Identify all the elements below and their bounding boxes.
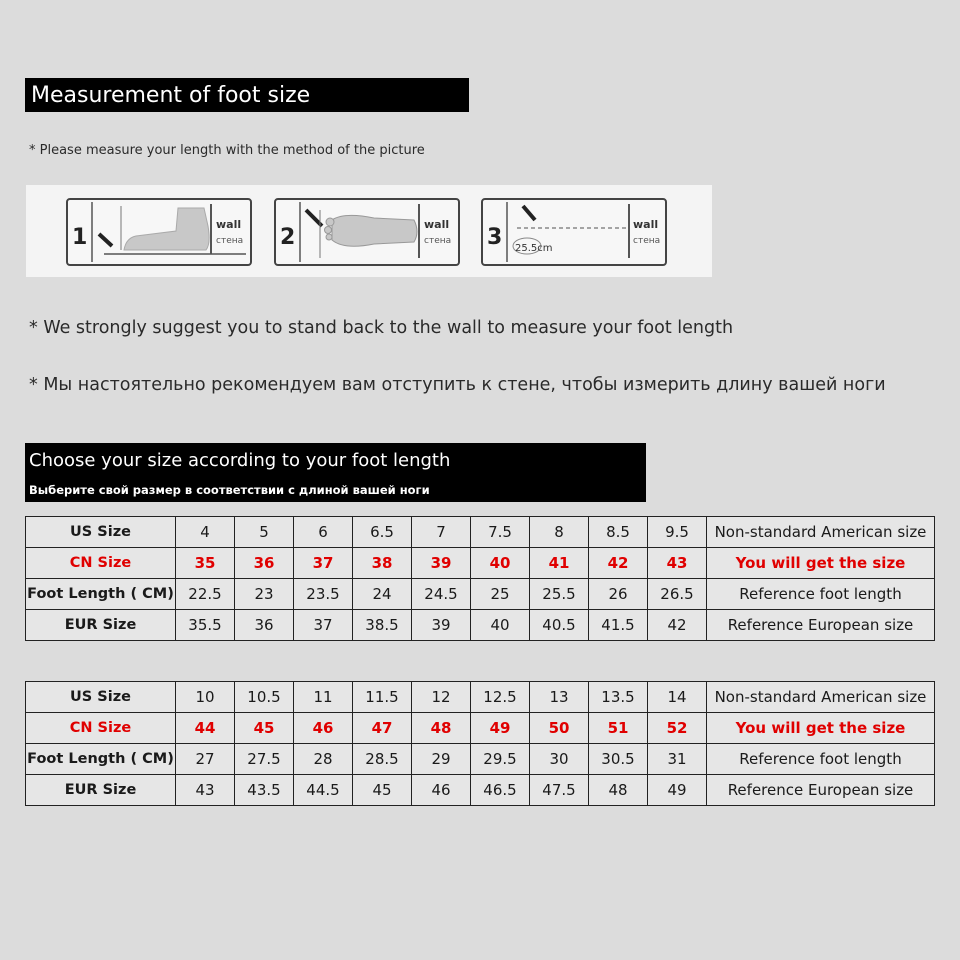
wall-suggestion-ru: * Мы настоятельно рекомендуем вам отступить к стене, чтобы измерить длину вашей ноги xyxy=(29,375,886,395)
size-cell: 12.5 xyxy=(471,682,530,713)
us-size-row xyxy=(26,682,935,713)
size-cell: 45 xyxy=(235,713,294,744)
size-cell: 4 xyxy=(176,517,235,548)
size-cell: 24.5 xyxy=(412,579,471,610)
size-cell: 7.5 xyxy=(471,517,530,548)
size-cell: 26 xyxy=(589,579,648,610)
size-cell: 38.5 xyxy=(353,610,412,641)
size-cell: 29 xyxy=(412,744,471,775)
size-cell: 6 xyxy=(294,517,353,548)
row-note: Reference European size xyxy=(707,610,935,641)
wall-label: wall xyxy=(216,218,242,231)
size-cell: 51 xyxy=(589,713,648,744)
measure-label: 25.5cm xyxy=(515,243,553,254)
size-cell: 25 xyxy=(471,579,530,610)
size-table-1 xyxy=(25,516,935,641)
measure-instruction: * Please measure your length with the method of the picture xyxy=(29,143,425,158)
us-size-row xyxy=(26,517,935,548)
size-cell: 8.5 xyxy=(589,517,648,548)
size-cell: 48 xyxy=(589,775,648,806)
choose-size-title-en: Choose your size according to your foot length xyxy=(29,450,451,471)
row-label: US Size xyxy=(26,682,176,713)
step-1-illustration xyxy=(66,198,252,266)
wall-label-ru: стена xyxy=(216,236,244,246)
size-cell: 28 xyxy=(294,744,353,775)
size-cell: 49 xyxy=(648,775,707,806)
row-label: CN Size xyxy=(26,713,176,744)
step-number: 1 xyxy=(72,225,88,250)
size-cell: 23.5 xyxy=(294,579,353,610)
size-cell: 11.5 xyxy=(353,682,412,713)
step-number: 3 xyxy=(487,225,503,250)
size-cell: 22.5 xyxy=(176,579,235,610)
eur-size-row xyxy=(26,775,935,806)
size-cell: 50 xyxy=(530,713,589,744)
size-cell: 24 xyxy=(353,579,412,610)
size-cell: 13.5 xyxy=(589,682,648,713)
foot-length-row xyxy=(26,744,935,775)
size-cell: 6.5 xyxy=(353,517,412,548)
size-cell: 35 xyxy=(176,548,235,579)
wall-label-ru: стена xyxy=(633,236,661,246)
size-cell: 39 xyxy=(412,548,471,579)
size-cell: 23 xyxy=(235,579,294,610)
row-note: Reference European size xyxy=(707,775,935,806)
row-label: US Size xyxy=(26,517,176,548)
size-cell: 38 xyxy=(353,548,412,579)
size-cell: 11 xyxy=(294,682,353,713)
size-cell: 26.5 xyxy=(648,579,707,610)
size-cell: 44 xyxy=(176,713,235,744)
page-title: Measurement of foot size xyxy=(25,78,469,112)
size-cell: 44.5 xyxy=(294,775,353,806)
size-cell: 47.5 xyxy=(530,775,589,806)
size-cell: 29.5 xyxy=(471,744,530,775)
size-cell: 12 xyxy=(412,682,471,713)
size-cell: 25.5 xyxy=(530,579,589,610)
cn-size-row xyxy=(26,713,935,744)
size-cell: 40 xyxy=(471,548,530,579)
size-cell: 36 xyxy=(235,610,294,641)
size-cell: 40.5 xyxy=(530,610,589,641)
row-note: Non-standard American size xyxy=(707,517,935,548)
size-cell: 10 xyxy=(176,682,235,713)
foot-length-row xyxy=(26,579,935,610)
size-cell: 49 xyxy=(471,713,530,744)
size-cell: 28.5 xyxy=(353,744,412,775)
choose-size-title-ru: Выберите свой размер в соответствии с длиной вашей ноги xyxy=(29,483,430,497)
size-cell: 43.5 xyxy=(235,775,294,806)
size-cell: 45 xyxy=(353,775,412,806)
size-cell: 48 xyxy=(412,713,471,744)
size-cell: 39 xyxy=(412,610,471,641)
row-note: Reference foot length xyxy=(707,579,935,610)
measurement-steps-illustration xyxy=(26,185,712,277)
size-cell: 46 xyxy=(412,775,471,806)
size-cell: 41.5 xyxy=(589,610,648,641)
size-cell: 7 xyxy=(412,517,471,548)
size-cell: 43 xyxy=(648,548,707,579)
size-cell: 40 xyxy=(471,610,530,641)
cn-size-row xyxy=(26,548,935,579)
wall-suggestion-en: * We strongly suggest you to stand back to the wall to measure your foot length xyxy=(29,318,734,338)
size-cell: 46 xyxy=(294,713,353,744)
size-cell: 37 xyxy=(294,610,353,641)
size-cell: 9.5 xyxy=(648,517,707,548)
size-cell: 47 xyxy=(353,713,412,744)
size-cell: 41 xyxy=(530,548,589,579)
step-2-illustration xyxy=(274,198,460,266)
size-cell: 13 xyxy=(530,682,589,713)
size-cell: 8 xyxy=(530,517,589,548)
row-label: Foot Length ( CM) xyxy=(26,744,176,775)
row-note: You will get the size xyxy=(707,713,935,744)
wall-label: wall xyxy=(633,218,659,231)
size-cell: 42 xyxy=(589,548,648,579)
row-note: You will get the size xyxy=(707,548,935,579)
size-cell: 10.5 xyxy=(235,682,294,713)
row-note: Reference foot length xyxy=(707,744,935,775)
wall-label: wall xyxy=(424,218,450,231)
wall-label-ru: стена xyxy=(424,236,452,246)
size-cell: 37 xyxy=(294,548,353,579)
row-label: EUR Size xyxy=(26,775,176,806)
size-cell: 5 xyxy=(235,517,294,548)
size-cell: 27 xyxy=(176,744,235,775)
choose-size-header xyxy=(25,443,646,502)
size-cell: 35.5 xyxy=(176,610,235,641)
size-cell: 14 xyxy=(648,682,707,713)
size-cell: 27.5 xyxy=(235,744,294,775)
size-cell: 42 xyxy=(648,610,707,641)
step-3-illustration xyxy=(481,198,667,266)
size-cell: 52 xyxy=(648,713,707,744)
size-table-2 xyxy=(25,681,935,806)
size-cell: 30 xyxy=(530,744,589,775)
row-note: Non-standard American size xyxy=(707,682,935,713)
step-number: 2 xyxy=(280,225,296,250)
size-cell: 31 xyxy=(648,744,707,775)
size-cell: 30.5 xyxy=(589,744,648,775)
size-cell: 43 xyxy=(176,775,235,806)
row-label: CN Size xyxy=(26,548,176,579)
size-cell: 36 xyxy=(235,548,294,579)
row-label: EUR Size xyxy=(26,610,176,641)
eur-size-row xyxy=(26,610,935,641)
row-label: Foot Length ( CM) xyxy=(26,579,176,610)
size-cell: 46.5 xyxy=(471,775,530,806)
